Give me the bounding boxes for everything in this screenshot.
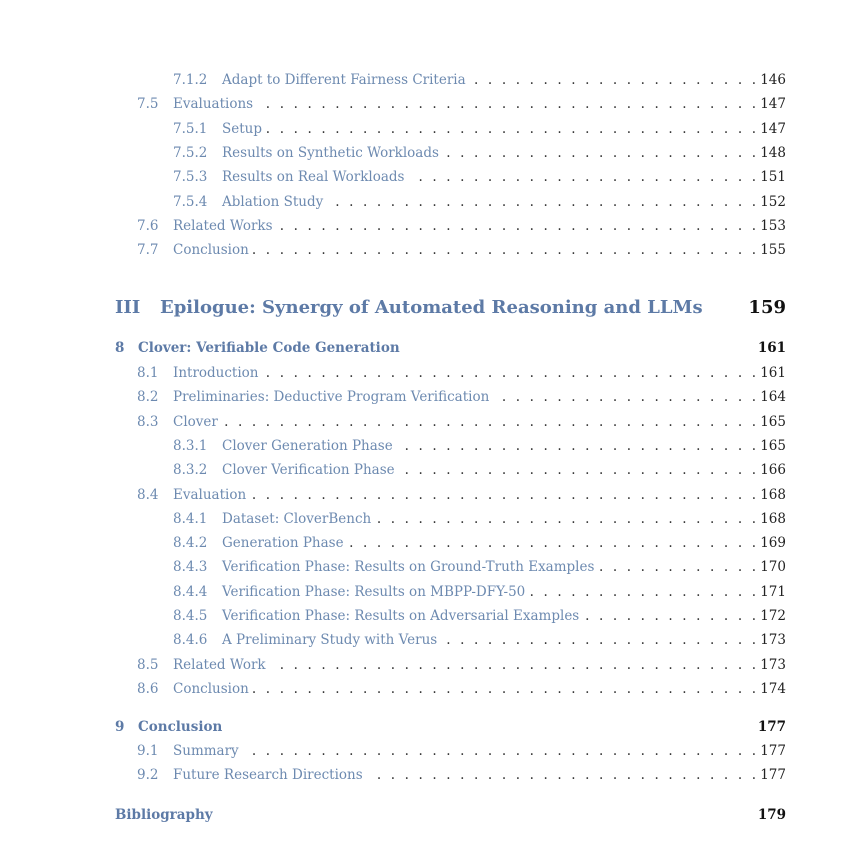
toc-entry-number: 7.5.3 <box>173 169 208 186</box>
toc-entry-page: 165 <box>760 437 786 454</box>
toc-entry-title: Clover Generation Phase <box>222 436 397 456</box>
toc-entry-page: 171 <box>760 583 786 600</box>
toc-entry-number: 8.5 <box>137 656 159 673</box>
toc-entry-page: 168 <box>760 510 786 527</box>
toc-leader-dots <box>173 240 756 260</box>
toc-entry[interactable] <box>0 436 850 456</box>
toc-entry-number: 8.4.2 <box>173 535 208 552</box>
toc-entry-number: 8.3 <box>137 413 159 430</box>
toc-entry-page: 161 <box>760 365 786 381</box>
toc-entry-title: Setup <box>222 119 266 139</box>
toc-entry[interactable] <box>0 606 850 626</box>
toc-entry-page: 148 <box>760 144 786 161</box>
toc-entry-title: Clover <box>173 412 222 432</box>
toc-entry-title: Clover Verification Phase <box>222 460 399 480</box>
toc-entry[interactable] <box>0 679 850 699</box>
toc-entry-number: 8.4.5 <box>173 608 208 624</box>
toc-entry-title: Dataset: CloverBench <box>222 509 375 529</box>
toc-entry-page: 169 <box>760 535 786 552</box>
bibliography-page: 179 <box>757 807 786 823</box>
toc-entry[interactable] <box>0 460 850 480</box>
toc-entry[interactable] <box>0 94 850 114</box>
toc-entry-title: Evaluation <box>173 485 250 505</box>
toc-entry-page: 147 <box>760 120 786 137</box>
toc-entry-number: 7.5.2 <box>173 144 208 161</box>
part-page: 159 <box>748 297 786 318</box>
toc-entry-page: 173 <box>760 656 786 673</box>
toc-entry-number: 7.6 <box>137 217 159 234</box>
toc-entry-page: 172 <box>760 608 786 624</box>
toc-entry-number: 7.5.4 <box>173 193 208 210</box>
toc-entry-title: Verification Phase: Results on Ground-Truth Examples <box>222 557 598 577</box>
toc-entry[interactable] <box>0 387 850 407</box>
toc-entry-title: Results on Synthetic Workloads <box>222 143 443 163</box>
toc-entry-title: Summary <box>173 741 243 761</box>
toc-entry[interactable] <box>0 363 850 383</box>
toc-leader-dots <box>173 412 756 432</box>
toc-entry[interactable] <box>0 240 850 260</box>
toc-entry-title: Related Work <box>173 655 270 675</box>
toc-entry[interactable] <box>0 192 850 212</box>
toc-entry[interactable] <box>0 70 850 90</box>
toc-entry-page: 174 <box>760 680 786 697</box>
toc-entry[interactable] <box>0 485 850 505</box>
toc-entry[interactable] <box>0 741 850 761</box>
toc-entry-number: 9.2 <box>137 767 159 784</box>
chapter-number: 9 <box>115 719 125 735</box>
toc-entry-number: 8.6 <box>137 680 159 697</box>
toc-bibliography[interactable] <box>0 805 850 825</box>
toc-entry[interactable] <box>0 509 850 529</box>
toc-leader-dots <box>222 119 756 139</box>
toc-entry-number: 8.3.2 <box>173 462 208 479</box>
toc-entry-page: 166 <box>760 462 786 479</box>
toc-entry-page: 173 <box>760 632 786 649</box>
toc-entry-number: 8.2 <box>137 389 159 406</box>
toc-entry-number: 9.1 <box>137 743 159 759</box>
toc-entry-page: 170 <box>760 559 786 576</box>
toc-entry-number: 8.4.4 <box>173 583 208 600</box>
toc-leader-dots <box>173 485 756 505</box>
bibliography-title: Bibliography <box>115 805 217 825</box>
toc-entry-number: 7.5.1 <box>173 120 208 137</box>
toc-entry[interactable] <box>0 533 850 553</box>
part-title: Epilogue: Synergy of Automated Reasoning and LLMs <box>160 294 707 322</box>
toc-entry-title: A Preliminary Study with Verus <box>222 630 441 650</box>
chapter-number: 8 <box>115 340 125 356</box>
toc-entry-title: Conclusion <box>173 240 253 260</box>
toc-entry-page: 146 <box>760 72 786 88</box>
toc-entry-title: Conclusion <box>173 679 253 699</box>
toc-entry-title: Results on Real Workloads <box>222 167 408 187</box>
toc-entry-number: 8.4.3 <box>173 559 208 576</box>
toc-entry-page: 147 <box>760 96 786 113</box>
toc-leader-dots <box>173 741 756 761</box>
toc-entry[interactable] <box>0 119 850 139</box>
toc-entry[interactable] <box>0 557 850 577</box>
toc-entry-title: Evaluations <box>173 94 257 114</box>
part-number: III <box>115 297 141 318</box>
toc-chapter-8[interactable] <box>0 338 850 358</box>
toc-entry[interactable] <box>0 167 850 187</box>
toc-entry-page: 153 <box>760 217 786 234</box>
toc-entry[interactable] <box>0 655 850 675</box>
chapter-title: Clover: Verifiable Code Generation <box>138 338 404 358</box>
toc-entry-page: 177 <box>760 767 786 784</box>
toc-entry-title: Adapt to Different Fairness Criteria <box>222 70 470 90</box>
toc-entry[interactable] <box>0 630 850 650</box>
toc-chapter-9[interactable] <box>0 717 850 737</box>
toc-entry-number: 7.7 <box>137 242 159 259</box>
toc-entry-page: 152 <box>760 193 786 210</box>
toc-entry-title: Ablation Study <box>222 192 327 212</box>
toc-entry-number: 8.4 <box>137 486 159 503</box>
chapter-page: 177 <box>757 719 786 735</box>
toc-entry[interactable] <box>0 143 850 163</box>
toc-entry-title: Related Works <box>173 216 277 236</box>
toc-entry-number: 7.5 <box>137 96 159 113</box>
toc-entry-number: 8.4.1 <box>173 510 208 527</box>
toc-leader-dots <box>173 679 756 699</box>
toc-entry-title: Future Research Directions <box>173 765 367 785</box>
toc-entry-page: 155 <box>760 242 786 259</box>
chapter-page: 161 <box>757 340 786 356</box>
toc-entry-title: Generation Phase <box>222 533 348 553</box>
toc-leader-dots <box>173 94 756 114</box>
toc-entry-title: Preliminaries: Deductive Program Verification <box>173 387 493 407</box>
chapter-title: Conclusion <box>138 717 226 737</box>
toc-entry[interactable] <box>0 582 850 602</box>
toc-entry-number: 8.1 <box>137 365 159 381</box>
toc-entry[interactable] <box>0 765 850 785</box>
toc-entry-page: 151 <box>760 169 786 186</box>
toc-entry-number: 8.4.6 <box>173 632 208 649</box>
toc-part-iii[interactable] <box>0 294 850 322</box>
toc-entry[interactable] <box>0 216 850 236</box>
toc-entry-page: 168 <box>760 486 786 503</box>
toc-entry[interactable] <box>0 412 850 432</box>
toc-entry-page: 177 <box>760 743 786 759</box>
toc-entry-title: Verification Phase: Results on Adversarial Examples <box>222 606 583 626</box>
toc-entry-page: 164 <box>760 389 786 406</box>
toc-entry-title: Introduction <box>173 363 263 383</box>
toc-entry-title: Verification Phase: Results on MBPP-DFY-50 <box>222 582 529 602</box>
toc-entry-page: 165 <box>760 413 786 430</box>
toc-entry-number: 7.1.2 <box>173 72 208 88</box>
toc-entry-number: 8.3.1 <box>173 437 208 454</box>
